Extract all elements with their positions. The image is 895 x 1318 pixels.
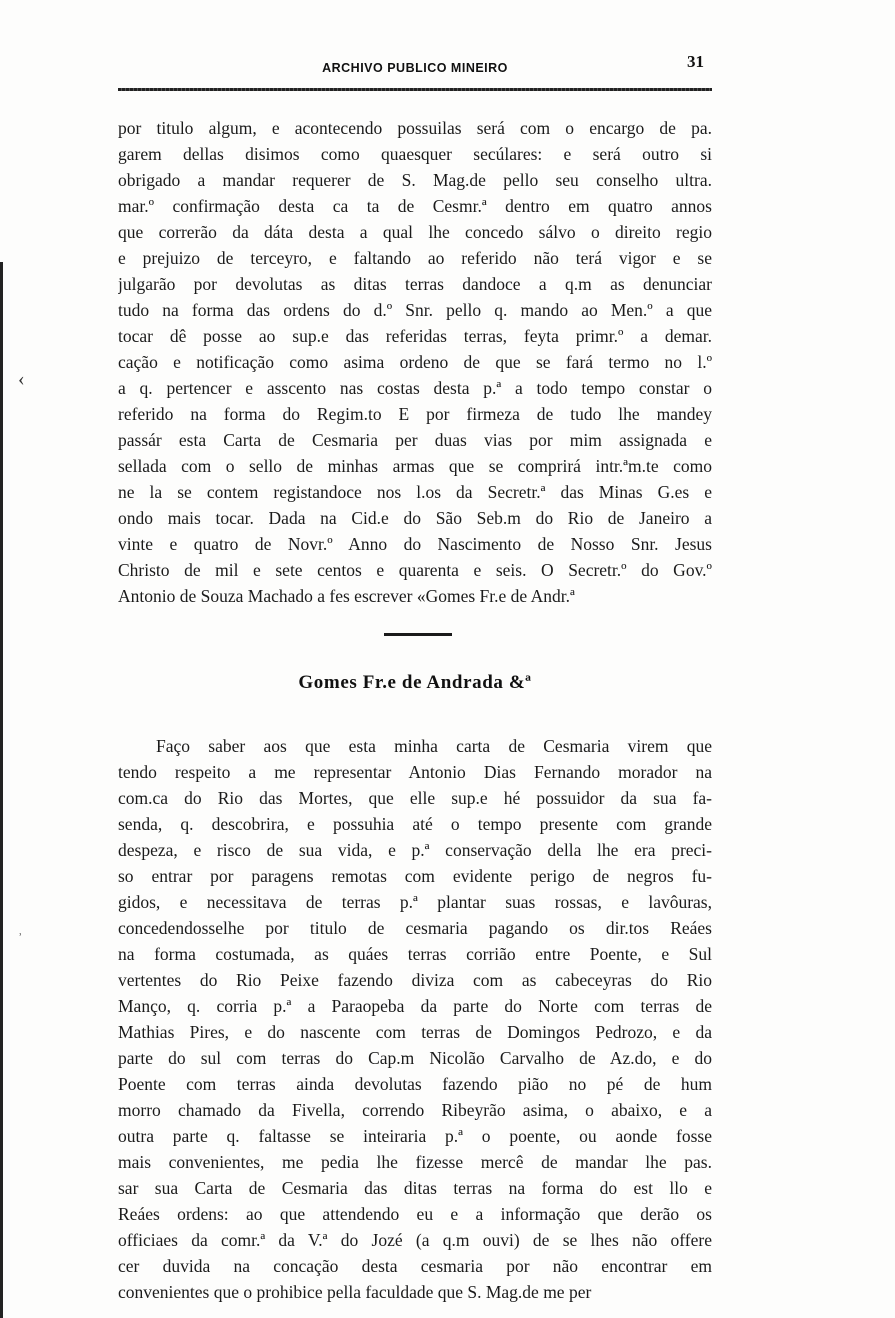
text-line: passár esta Carta de Cesmaria per duas vias por mim assignada e — [118, 430, 712, 450]
text-line: mar.º confirmação desta ca ta de Cesmr.ª dentro em quatro annos — [118, 196, 712, 216]
text-line: tendo respeito a me representar Antonio Dias Fernando morador na — [118, 762, 712, 782]
text-line: referido na forma do Regim.to E por firmeza de tudo lhe mandey — [118, 404, 712, 424]
top-paragraph — [118, 115, 712, 609]
text-line: por titulo algum, e acontecendo possuilas será com o encargo de pa. — [118, 118, 712, 138]
text-line: morro chamado da Fivella, correndo Ribeyrão asima, o abaixo, e a — [118, 1100, 712, 1120]
text-line: senda, q. descobrira, e possuhia até o tempo presente com grande — [118, 814, 712, 834]
text-line: vinte e quatro de Novr.º Anno do Nascimento de Nosso Snr. Jesus — [118, 534, 712, 554]
text-line: a q. pertencer e asscento nas costas desta p.ª a todo tempo constar o — [118, 378, 712, 398]
text-line: Poente com terras ainda devolutas fazendo pião no pé de hum — [118, 1074, 712, 1094]
header-rule — [118, 88, 712, 91]
text-line: garem dellas disimos como quaesquer secúlares: e será outro si — [118, 144, 712, 164]
text-line: cação e notificação como asima ordeno de que se fará termo no l.º — [118, 352, 712, 372]
text-line: na forma costumada, as quáes terras corrião entre Poente, e Sul — [118, 944, 712, 964]
text-line: Reáes ordens: ao que attendendo eu e a informação que derão os — [118, 1204, 712, 1224]
text-line: concedendosselhe por titulo de cesmaria pagando os dir.tos Reáes — [118, 918, 712, 938]
margin-dot-mark: ʾ — [18, 932, 23, 947]
text-line: Faço saber aos que esta minha carta de Cesmaria virem que — [156, 736, 712, 756]
page-number: 31 — [687, 52, 704, 71]
text-line: ondo mais tocar. Dada na Cid.e do São Seb.m do Rio de Janeiro a — [118, 508, 712, 528]
left-margin-rule — [0, 262, 3, 1318]
page-header — [118, 48, 712, 92]
text-line: Antonio de Souza Machado a fes escrever «Gomes Fr.e de Andr.ª — [118, 586, 575, 606]
text-line: ne la se contem registandoce nos l.os da Secretr.ª das Minas G.es e — [118, 482, 712, 502]
running-head-title: ARCHIVO PUBLICO MINEIRO — [322, 61, 508, 75]
text-line: e prejuizo de terceyro, e faltando ao referido não terá vigor e se — [118, 248, 712, 268]
text-line: despeza, e risco de sua vida, e p.ª conservação della lhe era preci- — [118, 840, 712, 860]
text-line: Mathias Pires, e do nascente com terras de Domingos Pedrozo, e da — [118, 1022, 712, 1042]
text-line: que correrão da dáta desta a qual lhe concedo sálvo o direito regio — [118, 222, 712, 242]
margin-bracket-mark: ‹ — [18, 368, 25, 390]
section-separator — [384, 633, 452, 636]
text-line: tudo na forma das ordens do d.º Snr. pello q. mando ao Men.º a que — [118, 300, 712, 320]
text-line: parte do sul com terras do Cap.m Nicolão Carvalho de Az.do, e do — [118, 1048, 712, 1068]
text-line: sar sua Carta de Cesmaria das ditas terras na forma do est llo e — [118, 1178, 712, 1198]
text-line: tocar dê posse ao sup.e das referidas terras, feyta primr.º a demar. — [118, 326, 712, 346]
text-line: sellada com o sello de minhas armas que se comprirá intr.ªm.te como — [118, 456, 712, 476]
text-line: Manço, q. corria p.ª a Paraopeba da parte do Norte com terras de — [118, 996, 712, 1016]
text-line: com.ca do Rio das Mortes, que elle sup.e hé possuidor da sua fa- — [118, 788, 712, 808]
text-line: outra parte q. faltasse se inteiraria p.ª o poente, ou aonde fosse — [118, 1126, 712, 1146]
text-line: so entrar por paragens remotas com evidente perigo de negros fu- — [118, 866, 712, 886]
text-line: obrigado a mandar requerer de S. Mag.de pello seu conselho ultra. — [118, 170, 712, 190]
text-line: gidos, e necessitava de terras p.ª plantar suas rossas, e lavôuras, — [118, 892, 712, 912]
text-line: Christo de mil e sete centos e quarenta e seis. O Secretr.º do Gov.º — [118, 560, 712, 580]
text-line: convenientes que o prohibice pella faculdade que S. Mag.de me per — [118, 1282, 592, 1302]
text-line: cer duvida na concação desta cesmaria por não encontrar em — [118, 1256, 712, 1276]
text-line: julgarão por devolutas as ditas terras dandoce a q.m as denunciar — [118, 274, 712, 294]
section-heading: Gomes Fr.e de Andrada &ª — [298, 672, 532, 693]
text-line: mais convenientes, me pedia lhe fizesse mercê de mandar lhe pas. — [118, 1152, 712, 1172]
text-line: officiaes da comr.ª da V.ª do Jozé (a q.m ouvi) de se lhes não offere — [118, 1230, 712, 1250]
bottom-paragraph — [118, 733, 712, 1305]
text-line: vertentes do Rio Peixe fazendo diviza com as cabeceyras do Rio — [118, 970, 712, 990]
